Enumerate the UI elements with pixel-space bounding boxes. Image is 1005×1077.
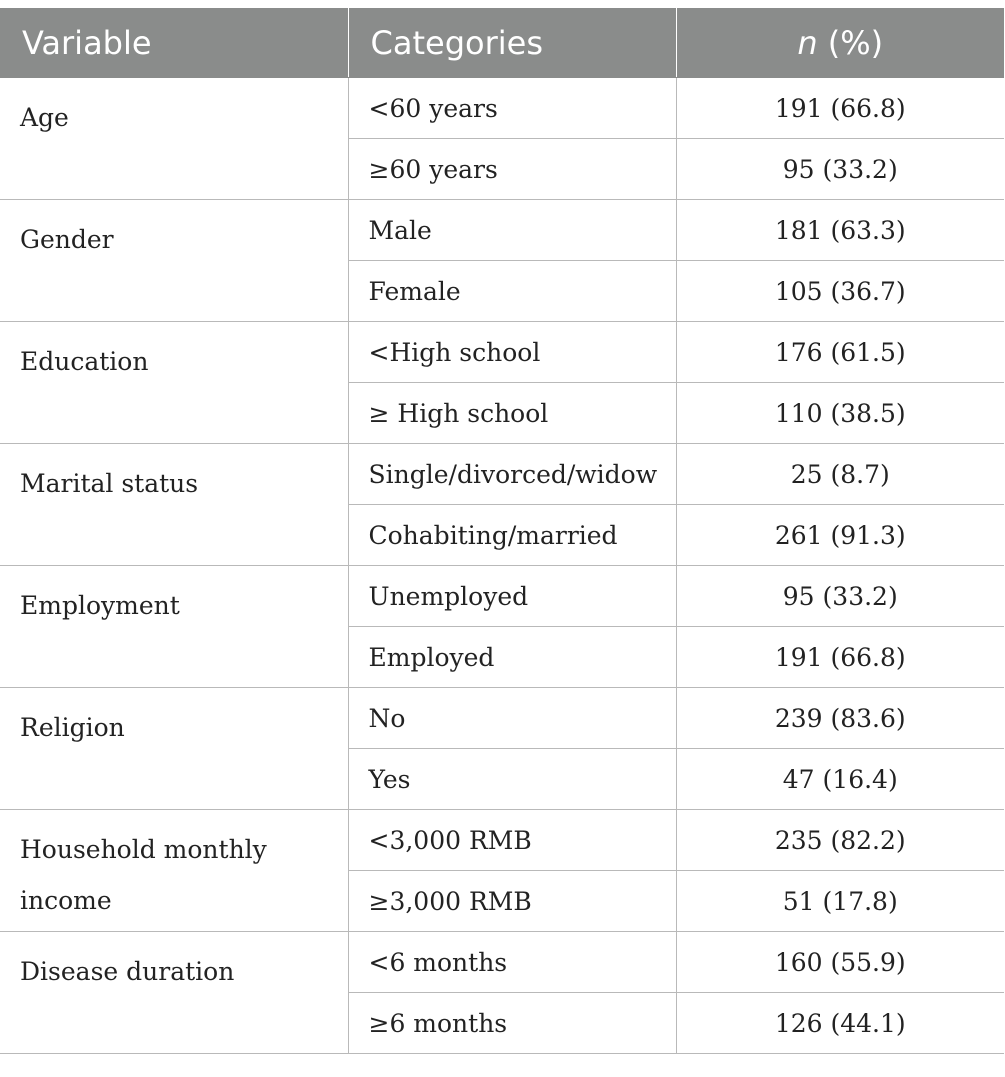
value-cell: 126 (44.1) xyxy=(676,993,1004,1054)
variable-cell: Marital status xyxy=(0,444,348,566)
category-cell: ≥ High school xyxy=(348,383,676,444)
variable-cell: Household monthly income xyxy=(0,810,348,932)
table-row xyxy=(0,566,1004,627)
table-row xyxy=(0,78,1004,139)
header-percent: (%) xyxy=(827,23,884,62)
category-cell: ≥6 months xyxy=(348,993,676,1054)
value-cell: 191 (66.8) xyxy=(676,627,1004,688)
category-cell: ≥3,000 RMB xyxy=(348,871,676,932)
category-cell: Female xyxy=(348,261,676,322)
table-row xyxy=(0,688,1004,749)
table-header xyxy=(0,8,1004,78)
category-cell: Unemployed xyxy=(348,566,676,627)
category-cell: <6 months xyxy=(348,932,676,993)
value-cell: 235 (82.2) xyxy=(676,810,1004,871)
table-row xyxy=(0,444,1004,505)
header-variable: Variable xyxy=(0,8,348,78)
value-cell: 160 (55.9) xyxy=(676,932,1004,993)
category-cell: Employed xyxy=(348,627,676,688)
table-row xyxy=(0,200,1004,261)
header-n: n xyxy=(797,23,818,62)
category-cell: No xyxy=(348,688,676,749)
value-cell: 110 (38.5) xyxy=(676,383,1004,444)
variable-cell: Education xyxy=(0,322,348,444)
value-cell: 95 (33.2) xyxy=(676,139,1004,200)
header-row xyxy=(0,8,1004,78)
value-cell: 239 (83.6) xyxy=(676,688,1004,749)
header-categories: Categories xyxy=(348,8,676,78)
demographics-table xyxy=(0,8,1004,1054)
category-cell: <60 years xyxy=(348,78,676,139)
value-cell: 181 (63.3) xyxy=(676,200,1004,261)
table-body xyxy=(0,78,1004,1054)
value-cell: 176 (61.5) xyxy=(676,322,1004,383)
table-row xyxy=(0,932,1004,993)
variable-cell: Age xyxy=(0,78,348,200)
variable-cell: Religion xyxy=(0,688,348,810)
variable-cell: Gender xyxy=(0,200,348,322)
category-cell: ≥60 years xyxy=(348,139,676,200)
value-cell: 25 (8.7) xyxy=(676,444,1004,505)
category-cell: <3,000 RMB xyxy=(348,810,676,871)
category-cell: Single/divorced/widow xyxy=(348,444,676,505)
header-n-percent xyxy=(676,8,1004,78)
category-cell: Male xyxy=(348,200,676,261)
category-cell: <High school xyxy=(348,322,676,383)
category-cell: Cohabiting/married xyxy=(348,505,676,566)
category-cell: Yes xyxy=(348,749,676,810)
value-cell: 51 (17.8) xyxy=(676,871,1004,932)
value-cell: 95 (33.2) xyxy=(676,566,1004,627)
value-cell: 105 (36.7) xyxy=(676,261,1004,322)
variable-cell: Disease duration xyxy=(0,932,348,1054)
value-cell: 191 (66.8) xyxy=(676,78,1004,139)
table-row xyxy=(0,810,1004,871)
table-row xyxy=(0,322,1004,383)
variable-cell: Employment xyxy=(0,566,348,688)
value-cell: 47 (16.4) xyxy=(676,749,1004,810)
value-cell: 261 (91.3) xyxy=(676,505,1004,566)
